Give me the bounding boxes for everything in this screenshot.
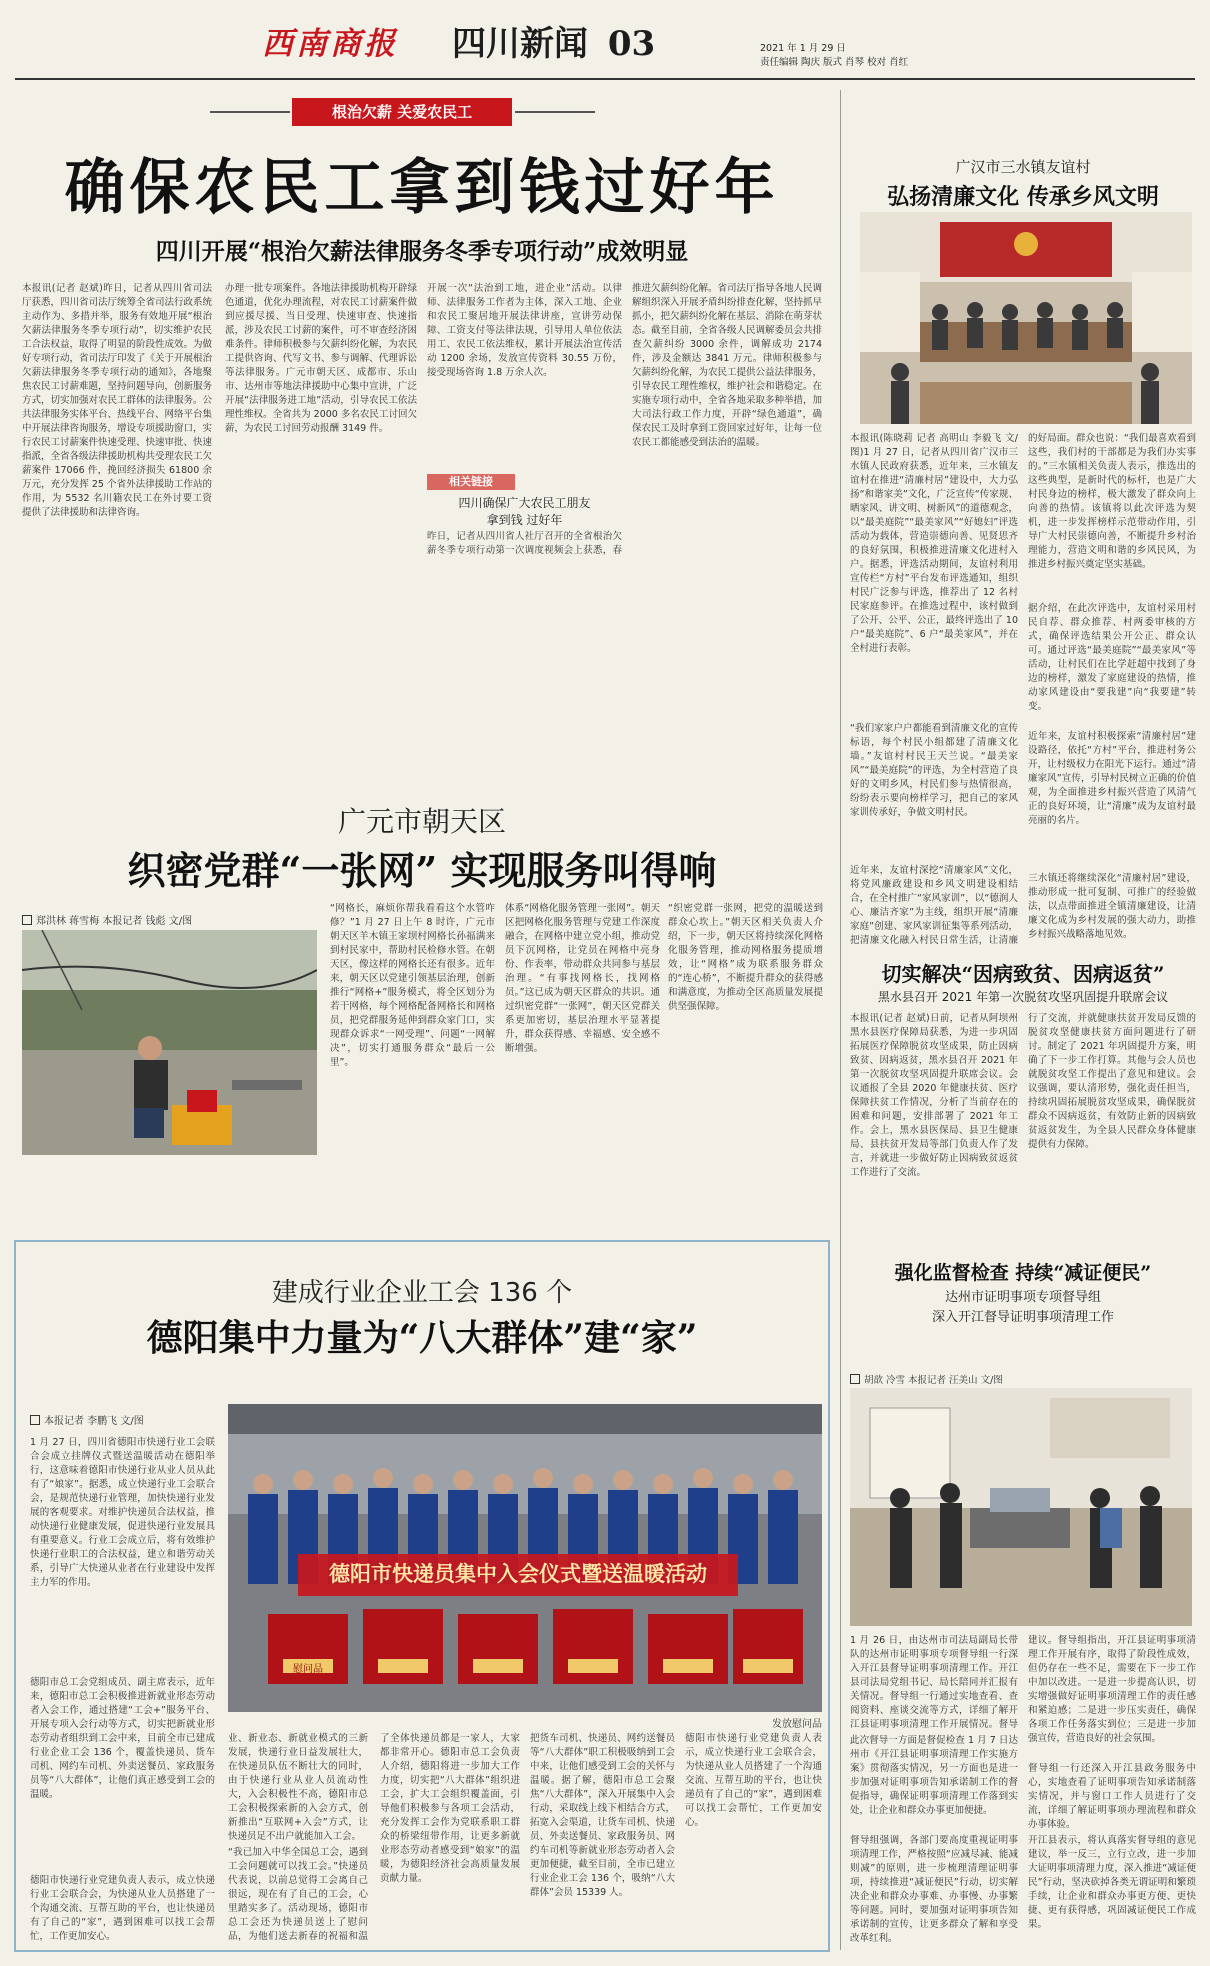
story4-subhead: 黑水县召开 2021 年第一次脱贫攻坚巩固提升联席会议	[877, 990, 1169, 1004]
story1-headline: 确保农民工拿到钱过好年	[64, 153, 780, 223]
story1-body-col2: 办理一批专项案件。各地法律援助机构开辟绿色通道，优化办理流程，对农民工讨薪案件做到应援尽援、当日受理、快速审查、快速指派，涉及农民工讨薪的案件，可不审查经济困难条件。律师积极参与欠薪纠纷化解，为农民工提供咨询、代写文书、参与调解、代理诉讼等法律服务。广元市朝天区、成都市、乐山市、达州市等地法律援助中心集中宣讲，广泛开展“法律服务进工地”活动，引导农民工依法理性维权。全省共为 2000 多名农民工讨回欠薪，为农民工讨回劳动报酬 3149 件。	[225, 283, 417, 434]
story5-body-col1: 1 月 26 日，由达州市司法局副局长带队的达州市证明事项专项督导组一行深入开江县督导证明事项清理工作。开江县司法局党组书记、局长陪同并汇报有关情况。督导组一行通过实地查看、查阅资料、座谈交流等方式，详细了解开江县证明事项清理工作开展情况。督导	[850, 1635, 1018, 1730]
byline-box-icon	[22, 915, 32, 925]
story5-body-col2c: 开江县表示，将认真落实督导组的意见建议，举一反三，立行立改，进一步加大证明事项清理力度，深入推进“减证便民”行动，坚决砍掉各类无谓证明和繁琐手续，让企业和群众办事更方便、更快捷、更有获得感，巩固减证便民工作成果。	[1028, 1835, 1196, 1930]
story5-headline: 强化监督检查 持续“减证便民”	[894, 1262, 1152, 1284]
story6-kicker: 建成行业企业工会 136 个	[271, 1278, 573, 1308]
gift-bag-label: 慰问品	[293, 1664, 323, 1675]
story2-body-col2d: 三水镇还将继续深化“清廉村居”建设，推动形成一批可复制、可推广的经验做法，以点带面推进全镇清廉建设，让清廉文化成为乡村发展的强大动力，助推乡村振兴战略落地见效。	[1028, 873, 1196, 940]
story3-kicker: 广元市朝天区	[337, 805, 506, 838]
story1-subhead: 四川开展“根治欠薪法律服务冬季专项行动”成效明显	[155, 238, 689, 265]
story5-body-col2: 建议。督导组指出，开江县证明事项清理工作开展有序，取得了阶段性成效，但仍存在一些不足，需要在下一步工作中加以改进。一是进一步提高认识，切实增强做好证明事项清理工作的责任感和紧迫感；二是进一步压实责任，确保各项工作任务落实到位；三是进一步加强宣传，营造良好的社会氛围。	[1028, 1635, 1196, 1744]
story5-subhead-1: 达州市证明事项专项督导组	[944, 1290, 1101, 1305]
story4-body-col1: 本报讯(记者 赵斌)日前，记者从阿坝州黑水县医疗保障局获悉，为进一步巩固拓展医疗保障脱贫攻坚成果，防止因病致贫、因病返贫，黑水县召开 2021 年第一次脱贫攻坚巩固提升联席会议。会议通报了全县 2020 年健康扶贫、医疗保障扶贫工作情况，分析了当前存在的困难和问题，安排部署了 2021 年工作。会上，黑水县医保局、县卫生健康局、县扶贫开发局等部门负责人作了发言，并就进一步做好防止因病致贫返贫工作进行了交流。	[850, 1013, 1018, 1178]
page-number: 03	[607, 24, 656, 64]
masthead-date: 2021 年 1 月 29 日	[760, 43, 846, 54]
story6-headline: 德阳集中力量为“八大群体”建“家”	[146, 1317, 698, 1359]
story5-body-col2b: 督导组一行还深入开江县政务服务中心，实地查看了证明事项告知承诺制落实情况，并与窗口工作人员进行了交流，详细了解证明事项办理流程和群众办事体验。	[1028, 1763, 1196, 1830]
masthead-rule	[15, 78, 1195, 80]
story1-link-title-1: 四川确保广大农民工朋友	[458, 496, 591, 510]
story6-body-col5: 德阳市快递行业党建负责人表示，成立快递行业工会联合会，为快递从业人员搭建了一个沟通交流、互帮互助的平台，也让快递员有了自己的“家”，遇到困难可以找工会帮忙，工作更加安心。	[685, 1733, 822, 1828]
story1-body-col3: 开展一次“法治到工地，进企业”活动。以律师、法律服务工作者为主体，深入工地、企业和农民工聚居地开展法律讲座，宣讲劳动保障、工资支付等法律法规，引导用人单位依法用工、农民工依法维权，累计开展法治宣传活动 1200 余场，发放宣传资料 30.55 万份，接受现场咨询 1.8 万余人次。	[427, 283, 622, 378]
story5-body-col1b: 此次督导一方面是督促检查 1 月 7 日达州市《开江县证明事项清理工作实施方案》贯彻落实情况，另一方面也是进一步加强对证明事项告知承诺制工作的督促指导，确保证明事项清理工作落到实处，让企业和群众办事更加便捷。	[850, 1735, 1018, 1816]
story3-body-col3: 体系“网格化服务管理一张网”。朝天区把网格化服务管理与党建工作深度融合，在网格中建立党小组，推动党员下沉网格，让党员在网格中亮身份、作表率，带动群众共同参与基层治理。“有事找网格长，找网格员。”这已成为朝天区群众的共识。通过织密党群“一张网”，朝天区党群关系更加密切，基层治理水平显著提升，群众获得感、幸福感、安全感不断增强。	[505, 903, 660, 1054]
story2-headline: 弘扬清廉文化 传承乡风文明	[887, 184, 1159, 210]
byline-box-icon	[30, 1415, 40, 1425]
story2-body-col2: 的好局面。群众也说：“我们最喜欢看到这些，我们村的干部都是为我们办实事的。”三水镇相关负责人表示，推选出的这些典型，是新时代的标杆，也是广大村民身边的榜样，极大激发了群众向上向善的热情。该镇将以此次评选为契机，进一步发挥榜样示范带动作用，引导广大村民崇德向善，不断提升乡村治理能力，营造文明和谐的乡风民风，为推进乡村振兴奠定坚实基础。	[1028, 433, 1196, 570]
story3-body-col4: “织密党群一张网，把党的温暖送到群众心坎上。”朝天区相关负责人介绍，下一步，朝天区将持续深化网格化服务管理，推动网格服务提质增效，让“网格”成为联系服务群众的“连心桥”，不断提升群众的获得感和满意度，为推动全区高质量发展提供坚强保障。	[668, 903, 823, 1012]
section-title	[452, 16, 752, 64]
story1-link-body: 昨日，记者从四川省人社厅召开的全省根治欠薪冬季专项行动第一次调度视频会上获悉，春	[427, 531, 622, 556]
story2-body-col1c: 近年来，友谊村深挖“清廉家风”文化，将党风廉政建设和乡风文明建设相结合，在全村推广“家风家训”，以“德润人心、廉洁齐家”为主线，组织开展“清廉家庭”创建、家风家训征集等系列活动，把清廉文化融入村民日常生活，让清廉	[850, 865, 1018, 946]
story3-byline	[22, 912, 322, 927]
story5-byline-text: 胡歆 冷雪 本报记者 汪美山 文/图	[864, 1375, 1003, 1386]
banner-line-left	[210, 111, 290, 113]
story5-body-col1c: 督导组强调，各部门要高度重视证明事项清理工作，严格按照“应减尽减、能减则减”的原则，进一步梳理清理证明事项，持续推进“减证便民”行动，切实解决企业和群众办事难、办事慢、办事繁等问题。同时，要加强对证明事项告知承诺制的宣传，让更多群众了解和享受改革红利。	[850, 1835, 1018, 1944]
story6-body-col3: 了全体快递员都是一家人，大家都非常开心。德阳市总工会负责人介绍，德阳将进一步加大工作力度，切实把“八大群体”组织进工会，扩大工会组织覆盖面，引导他们积极参与各项工会活动，充分发挥工会作为党联系职工群众的桥梁纽带作用，让更多新就业形态劳动者感受到“娘家”的温暖，为德阳经济社会高质量发展贡献力量。	[380, 1733, 520, 1884]
story6-byline	[30, 1412, 230, 1427]
story4-headline: 切实解决“因病致贫、因病返贫”	[881, 962, 1165, 986]
story6-body-col2b: “我已加入中华全国总工会，遇到工会问题就可以找工会。”快递员代表说，以前总觉得工会离自己很远，现在有了自己的工会，心里踏实多了。活动现场，德阳市总工会还为快递员送上了慰问品，为他们送去新春的祝福和温	[228, 1847, 368, 1942]
meeting-room-illustration	[860, 212, 1192, 424]
story6-body-col1: 1 月 27 日，四川省德阳市快递行业工会联合会成立挂牌仪式暨送温暖活动在德阳举行，这意味着德阳市快递行业从业人员从此有了“娘家”。据悉，成立快递行业工会联合会，是规范快递行业管理，加快快递行业发展的客观要求。对维护快递员合法权益，推动快递行业健康发展，促进快递行业发展具有重要意义。行业工会成立后，将有效维护快递行业职工的合法权益，建立和谐劳动关系，引导广大快递从业者在行业建设中发挥主力军的作用。	[30, 1437, 215, 1588]
story6-photo-banner: 德阳市快递员集中入会仪式暨送温暖活动	[329, 1562, 707, 1586]
right-column-rule	[840, 90, 841, 1950]
story2-photo	[860, 212, 1192, 424]
story1-link-title-2: 拿到钱 过好年	[486, 513, 563, 527]
story3-photo	[22, 930, 317, 1155]
story6-body-col1b: 德阳市总工会党组成员、副主席表示，近年来，德阳市总工会积极推进新就业形态劳动者入会工作，通过搭建“工会+”服务平台、开展专项入会行动等方式，切实把新就业形态劳动者组织到工会中来，目前全市已建成行业企业工会 136 个，覆盖快递员、货车司机、网约车司机、外卖送餐员、家政服务员等“八大群体”，让他们真正感受到工会的温暖。	[30, 1677, 215, 1800]
story3-body-col1: “网格长，麻烦你帮我看看这个水管咋修？”1 月 27 日上午 8 时许，广元市朝天区羊木镇王家坝村网格长孙福满来到村民家中，帮助村民检修水管。在朝天区，像这样的网格长还有很多。近年来，朝天区以党建引领基层治理，创新推行“网格+”服务模式，将全区划分为若干网格，每个网格配备网格长和网格员，把党群服务延伸到群众家门口，实现群众诉求“一网受理”、问题“一网解决”，切实打通服务群众“最后一公里”。	[330, 903, 495, 1068]
byline-box-icon	[850, 1374, 860, 1384]
story5-subhead-2: 深入开江督导证明事项清理工作	[931, 1310, 1114, 1325]
villager-repairing-pump-illustration	[22, 930, 317, 1155]
story1-body-col4: 推进欠薪纠纷化解。省司法厅指导各地人民调解组织深入开展矛盾纠纷排查化解，坚持抓早抓小，把欠薪纠纷化解在基层、消除在萌芽状态。截至目前，全省各级人民调解委员会共排查欠薪纠纷 3000 余件，调解成功 2174 件，涉及金额达 3841 万元。律师积极参与欠薪纠纷化解，为农民工提供公益法律服务，引导农民工理性维权，维护社会和谐稳定。在实施专项行动中，全省各地采取多种举措，加大司法行政工作力度，开辟“绿色通道”，确保农民工及时拿到工资回家过好年，让每一位农民工都能感受到法治的温暖。	[632, 283, 822, 448]
banner-line-right	[515, 111, 595, 113]
story6-body-col2: 业、新业态、新就业模式的三新发展，快递行业日益发展壮大，在快递员队伍不断壮大的同时，由于快递行业从业人员流动性大，入会积极性不高，德阳市总工会积极探索新的入会方式，创新推出“互联网+入会”方式，让快递员足不出户就能加入工会。	[228, 1733, 368, 1842]
story2-body-col2c: 近年来，友谊村积极探索“清廉村居”建设路径，依托“方村”平台，推进村务公开，让村级权力在阳光下运行。通过“清廉家风”宣传，引导村民树立正确的价值观，为全面推进乡村振兴营造了风清气正的良好环境，让“清廉”成为友谊村最亮丽的名片。	[1028, 731, 1196, 826]
story6-body-col4: 把货车司机、快递员、网约送餐员等“八大群体”职工积极吸纳到工会中来，让他们感受到工会的关怀与温暖。据了解，德阳市总工会聚焦“八大群体”，深入开展集中入会行动，采取线上线下相结合方式，拓宽入会渠道，让货车司机、快递员、外卖送餐员、家政服务员、网约车司机等新就业形态劳动者入会更加便捷，截至目前，全市已建立行业企业工会 136 个，吸纳“八大群体”会员 15339 人。	[530, 1733, 675, 1898]
story2-body-col1b: “我们家家户户都能看到清廉文化的宣传标语，每个村民小组都建了清廉文化墙。”友谊村村民王天兰说。“最美家风”“最美庭院”的评选，为全村营造了良好的文明乡风，村民们参与热情很高，纷纷表示要向榜样学习，把自己的家风家训传承好，争做文明村民。	[850, 723, 1018, 818]
story2-body-col2b: 据介绍，在此次评选中，友谊村采用村民自荐、群众推荐、村两委审核的方式，确保评选结果公开公正、群众认可。通过评选“最美庭院”“最美家风”等活动，让村民们在比学赶超中找到了身边的榜样，激发了家庭建设的热情，推动家风建设由“要我建”向“我要建”转变。	[1028, 603, 1196, 712]
story3-headline: 织密党群“一张网” 实现服务叫得响	[127, 848, 717, 893]
story6-byline-text: 本报记者 李鹏飞 文/图	[44, 1416, 144, 1427]
section-title-text: 四川新闻	[452, 24, 588, 64]
story3-byline-text: 郑洪林 蒋雪梅 本报记者 钱彪 文/图	[36, 916, 193, 927]
story1-link-box	[427, 474, 622, 558]
story4-body-col2: 行了交流，并就健康扶贫开发局反馈的脱贫攻坚健康扶贫方面问题进行了研讨。制定了 2021 年巩固提升方案，明确了下一步工作打算。其他与会人员也就脱贫攻坚工作提出了意见和建议。会议强调，要认清形势，强化责任担当，持续巩固拓展脱贫攻坚成果，确保脱贫群众不因病返贫，有效防止新的因病致贫返贫发生，为全县人民群众身体健康提供有力保障。	[1028, 1013, 1196, 1150]
banner-label: 根治欠薪 关爱农民工	[292, 98, 512, 126]
story5-photo	[850, 1388, 1192, 1626]
story5-byline	[850, 1372, 1190, 1386]
story2-body-col1: 本报讯(陈晓莉 记者 高明山 李毅飞 文/图)1 月 27 日，记者从四川省广汉市三水镇人民政府获悉，近年来，三水镇友谊村在推进“清廉村居”建设中，大力弘扬“和谐家美”文化，广泛宣传“传家规、晒家风、讲文明、树新风”的道德观念，以“最美庭院”“最美家风”“好媳妇”评选活动为载体，营造崇德向善、见贤思齐的良好氛围，积极推进清廉文化进村入户。据悉，评选活动期间，友谊村利用宣传栏“方村”平台发布评选通知，组织村民广泛参与评选，推荐出了 12 名村民家庭参评。在推选过程中，该村做到了公开、公平、公正，最终评选出了 10 户“最美庭院”、6 户“最美家风”，并在全村进行表彰。	[850, 433, 1018, 654]
newspaper-logo: 西南商报	[262, 26, 398, 62]
masthead	[0, 0, 1210, 78]
story1-body-col1: 本报讯(记者 赵斌)昨日，记者从四川省司法厅获悉，四川省司法厅统筹全省司法行政系统主动作为、多措并举，服务有效地开展“根治欠薪法律服务冬季专项行动”，切实维护农民工合法权益，取得了明显的阶段性成效。为做好专项行动，省司法厅印发了《关于开展根治欠薪法律服务冬季专项行动的通知》，各地聚焦农民工讨薪难题，坚持问题导向，创新服务方式，切实加强对农民工群体的法律服务。公共法律服务实体平台、热线平台、网络平台集中开展法律咨询服务，增设专项援助窗口，实行农民工讨薪案件快速受理、快速审批、快速指派，全省各级法律援助机构共受理农民工欠薪案件 17066 件，挽回经济损失 61800 余万元，充分发挥 25 个省外法律援助工作站的作用，为 5532 名川籍农民工在外讨要工资提供了法律援助和法律咨询。	[22, 283, 212, 518]
story2-kicker: 广汉市三水镇友谊村	[955, 158, 1091, 176]
story6-photo-caption: 发放慰问品	[772, 1719, 822, 1730]
story6-body-col1c: 德阳市快递行业党建负责人表示，成立快递行业工会联合会，为快递从业人员搭建了一个沟通交流、互帮互助的平台，也让快递员有了自己的“家”，遇到困难可以找工会帮忙，工作更加安心。	[30, 1875, 215, 1942]
story1-link-tag: 相关链接	[427, 474, 515, 490]
masthead-editors: 责任编辑 陶庆 版式 肖琴 校对 肖红	[760, 57, 909, 68]
story6-photo	[228, 1404, 822, 1712]
office-inspection-illustration	[850, 1388, 1192, 1626]
